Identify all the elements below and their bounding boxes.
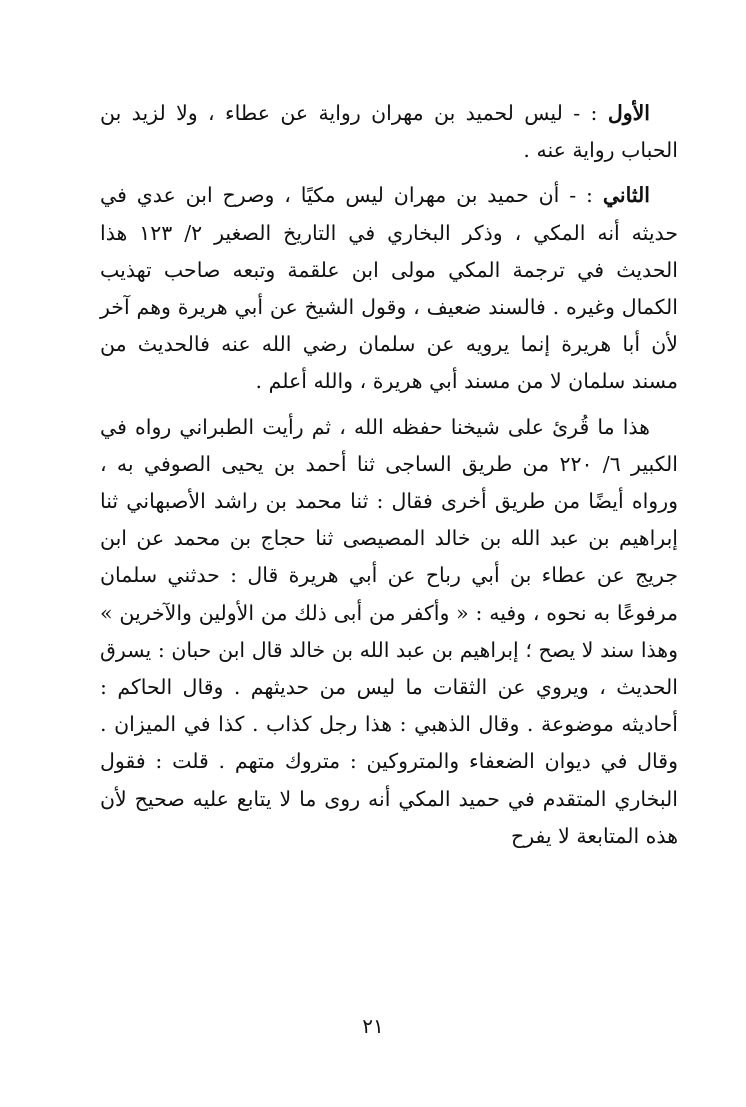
paragraph-second xyxy=(100,177,678,400)
paragraph-first xyxy=(100,95,678,169)
paragraph-lead-first: الأول xyxy=(607,101,650,125)
paragraph-lead-second: الثاني xyxy=(602,183,650,208)
paragraph-text-first: : - ليس لحميد بن مهران رواية عن عطاء ، ولا لزيد بن الحباب رواية عنه . xyxy=(100,101,678,163)
paragraph-text-second: : - أن حميد بن مهران ليس مكيًا ، وصرح ابن عدي في حديثه أنه المكي ، وذكر البخاري في التاريخ الصغير ٢/ ١٢٣ هذا الحديث في ترجمة المكي مولى ابن علقمة وتبعه صاحب تهذيب الكمال وغيره . فالسند ضعيف ، وقول الشيخ عن أبي هريرة وهم آخر لأن أبا هريرة إنما يرويه عن سلمان رضي الله عنه فالحديث من مسند سلمان لا من مسند أبي هريرة ، والله أعلم . xyxy=(100,183,678,394)
page-body xyxy=(100,95,678,855)
page-number: ٢١ xyxy=(362,1014,384,1038)
paragraph-third xyxy=(100,409,678,855)
paragraph-text-third: هذا ما قُرئ على شيخنا حفظه الله ، ثم رأيت الطبراني رواه في الكبير ٦/ ٢٢٠ من طريق الساجى ثنا أحمد بن يحيى الصوفي به ، ورواه أيضًا من طريق أخرى فقال : ثنا محمد بن راشد الأصبهاني ثنا إبراهيم بن عبد الله بن خالد المصيصى ثنا حجاج بن محمد عن ابن جريج عن عطاء بن أبي رباح عن أبي هريرة قال : حدثني سلمان مرفوعًا به نحوه ، وفيه : « وأكفر من أبى ذلك من الأولين والآخرين » وهذا سند لا يصح ؛ إبراهيم بن عبد الله بن خالد قال ابن حبان : يسرق الحديث ، ويروي عن الثقات ما ليس من حديثهم . وقال الحاكم : أحاديثه موضوعة . وقال الذهبي : هذا رجل كذاب . كذا في الميزان . وقال في ديوان الضعفاء والمتروكين : متروك متهم . قلت : فقول البخاري المتقدم في حميد المكي أنه روى ما لا يتابع عليه صحيح لأن هذه المتابعة لا يفرح xyxy=(100,414,678,848)
